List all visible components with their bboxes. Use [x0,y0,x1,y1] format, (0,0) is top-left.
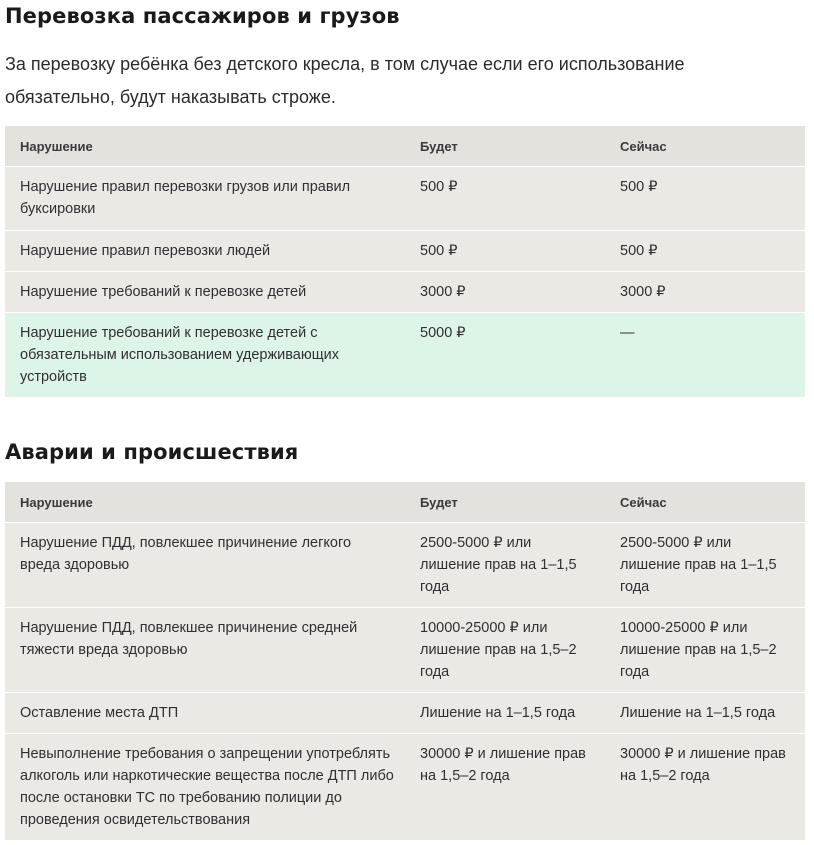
column-header-violation: Нарушение [5,126,405,167]
table-row [5,608,805,693]
table-row [5,734,805,841]
table-row-highlighted [5,313,805,398]
table-header-row [5,482,805,523]
table-row [5,693,805,734]
cell-now: — [605,313,805,398]
table-row [5,272,805,313]
cell-now: 3000 ₽ [605,272,805,313]
cell-violation: Нарушение ПДД, повлекшее причинение средней тяжести вреда здоровью [5,608,405,693]
cell-will-be: 5000 ₽ [405,313,605,398]
cell-will-be: 500 ₽ [405,231,605,272]
column-header-will-be: Будет [405,126,605,167]
cell-will-be: 2500-5000 ₽ или лишение прав на 1–1,5 года [405,523,605,608]
cell-violation: Нарушение правил перевозки людей [5,231,405,272]
section-heading-transport: Перевозка пассажиров и грузов [5,4,400,28]
column-header-will-be: Будет [405,482,605,523]
cell-now: Лишение на 1–1,5 года [605,693,805,734]
cell-violation: Оставление места ДТП [5,693,405,734]
cell-violation: Нарушение ПДД, повлекшее причинение легкого вреда здоровью [5,523,405,608]
section-lead-paragraph: За перевозку ребёнка без детского кресла, в том случае если его использование обязательно, будут наказывать строже. [5,54,685,107]
section-heading-accidents: Аварии и происшествия [5,440,299,464]
cell-violation: Нарушение требований к перевозке детей с обязательным использованием удерживающих устройств [5,313,405,398]
cell-now: 2500-5000 ₽ или лишение прав на 1–1,5 года [605,523,805,608]
cell-now: 500 ₽ [605,167,805,231]
fines-table-accidents [5,482,805,840]
fines-table-transport [5,126,805,397]
cell-will-be: Лишение на 1–1,5 года [405,693,605,734]
table-row [5,523,805,608]
cell-will-be: 30000 ₽ и лишение прав на 1,5–2 года [405,734,605,841]
cell-violation: Невыполнение требования о запрещении употреблять алкоголь или наркотические вещества после ДТП либо после остановки ТС по требованию полиции до проведения освидетельствования [5,734,405,841]
table-row [5,167,805,231]
cell-will-be: 3000 ₽ [405,272,605,313]
column-header-now: Сейчас [605,126,805,167]
table-header-row [5,126,805,167]
column-header-violation: Нарушение [5,482,405,523]
cell-now: 500 ₽ [605,231,805,272]
cell-violation: Нарушение правил перевозки грузов или правил буксировки [5,167,405,231]
cell-now: 30000 ₽ и лишение прав на 1,5–2 года [605,734,805,841]
cell-now: 10000-25000 ₽ или лишение прав на 1,5–2 года [605,608,805,693]
cell-will-be: 10000-25000 ₽ или лишение прав на 1,5–2 года [405,608,605,693]
column-header-now: Сейчас [605,482,805,523]
cell-violation: Нарушение требований к перевозке детей [5,272,405,313]
table-row [5,231,805,272]
cell-will-be: 500 ₽ [405,167,605,231]
